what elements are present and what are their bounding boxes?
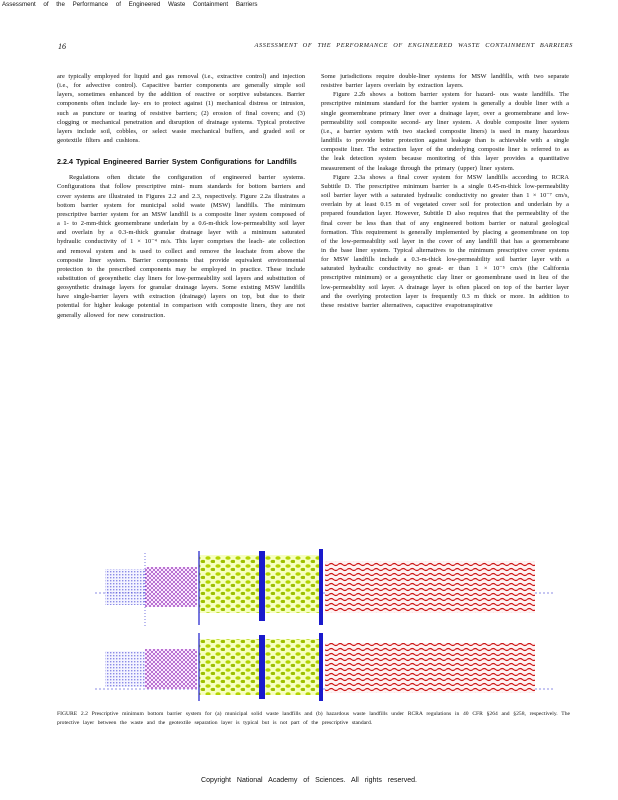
geomembrane-b bbox=[259, 635, 265, 699]
panel-b bbox=[95, 633, 555, 701]
geotextile-a bbox=[319, 549, 323, 625]
protective-layer-b bbox=[145, 649, 197, 689]
copyright-footer: Copyright National Academy of Sciences. All rights reserved. bbox=[201, 777, 417, 784]
right-paragraph-3: Figure 2.3a shows a final cover system for MSW landfills according to RCRA Subtitle D. The prescriptive minimum barrier is a single 0.45-m-thick low-permeability soil barrier layer with a saturated hydraulic conductivity no greater than 1 × 10⁻⁷ cm/s, overlain by at least 0.15 m of vegetated cover soil for protection and underlain by a prepared foundation layer. However, Subtitle D also requires that the permeability of the final cover be less than that of any engineered bottom barrier or natural geological formation. This requirement is generally implemented by placing a geomembrane on top of the low-permeability soil layer in the cover of any landfill that has a geomembrane in the base liner system. Typical alternatives to the minimum prescriptive cover systems for MSW landfills include a 0.3-m-thick low-permeability soil barrier layer with a saturated hydraulic conductivity no great- er than 1 × 10⁻⁵ cm/s (the California prescriptive minimum) or a geosynthetic clay liner or geomembrane used in lieu of the low-permeability soil layer. A drainage layer is often placed on top of the barrier layer and the overlying protection layer is frequently 0.3 m thick or more. In addition to these resistive barrier alternatives, capacitive evapotranspirative bbox=[321, 173, 569, 309]
clay-layer-b bbox=[325, 643, 535, 693]
waste-layer-b bbox=[105, 651, 145, 687]
left-paragraph-2: Regulations often dictate the configuration of engineered barrier systems. Configurations that follow prescriptive mini- mum standards for bottom barriers and cover systems are illustrated in Figures 2.2 and 2.3, respectively. Figure 2.2a illustrates a bottom barrier system for municipal solid waste (MSW) landfills. The minimum prescriptive barrier system for an MSW landfill is a composite liner system composed of a 1- to 2-mm-thick geomembrane underlain by a 0.6-m-thick low-permeability soil layer and overlain by a 0.3-m-thick granular drainage layer with a minimum saturated hydraulic conductivity of 1 × 10⁻⁴ m/s. This layer comprises the leach- ate collection and removal system and is used to collect and remove the leachate from above the composite liner system. Barrier components that provide equivalent environmental protection to the prescribed components may be employed in practice. These include substitution of geosynthetic clay liners for low-permeability soil layers and substitution of geosynthetic drainage layers for granular drainage layers. Some existing MSW landfills have single-barrier layers with extraction (drainage) layers on top, but due to their potential for higher leakage potential in comparison with composite liners, they are not generally allowed for new construction. bbox=[57, 174, 305, 319]
barrier-system-figure bbox=[95, 547, 555, 703]
geomembrane-a bbox=[259, 551, 265, 621]
figure-caption: FIGURE 2.2 Prescriptive minimum bottom barrier system for (a) municipal solid waste landfills and (b) hazardous waste landfills under RCRA regulations in 40 CFR §264 and §258, respectively. The protective layer between the waste and the geotextile separation layer is typical but is not part of the prescriptive standard. bbox=[57, 711, 570, 726]
geotextile-b bbox=[319, 633, 323, 701]
page-number: 16 bbox=[58, 42, 66, 51]
right-paragraph-2: Figure 2.2b shows a bottom barrier system for hazard- ous waste landfills. The prescriptive minimum standard for the barrier system is generally a double liner with a single geomembrane primary liner over a drainage layer, over a geomembrane and low-permeability soil composite second- ary liner system. A double composite liner system (i.e., a barrier system with two stacked composite liners) is used in many hazardous landfills to provide better protection against leakage than is achievable with a single composite liner. The extraction layer of the underlying composite liner is referred to as the leak detection system because monitoring of this layer provides a quantitative measurement of the leakage through the primary (upper) liner system. bbox=[321, 91, 569, 172]
panel-a bbox=[95, 549, 555, 627]
waste-layer-a bbox=[105, 569, 145, 605]
clay-layer-a bbox=[325, 561, 535, 613]
section-heading: 2.2.4 Typical Engineered Barrier System Configurations for Landfills bbox=[57, 157, 297, 167]
page-running-head: ASSESSMENT OF THE PERFORMANCE OF ENGINEERED WASTE CONTAINMENT BARRIERS bbox=[254, 42, 573, 49]
right-paragraph-1: Some jurisdictions require double-liner systems for MSW landfills, with two separate resistive barrier layers overlain by extraction layers. bbox=[321, 73, 569, 90]
running-title: Assessment of the Performance of Engineered Waste Containment Barriers bbox=[2, 1, 258, 8]
left-column bbox=[57, 72, 305, 320]
right-column bbox=[321, 72, 569, 310]
left-paragraph-1: are typically employed for liquid and gas removal (i.e., extractive control) and injection (i.e., for advective control). Capacitive barrier components are generally simple soil layers, sometimes enhanced by the addition of reactive or sorptive substances. Barrier components often include lay- ers to protect against (1) mechanical distress or intrusion, such as puncture or tearing of resistive barriers; (2) erosion of final covers; and (3) clogging or mechanical penetration and disruption of drainage systems. Typical protective layers include soil, cobbles, or select waste mechanical buffers, and graded soil or geotextile filters and cushions. bbox=[57, 73, 305, 145]
protective-layer-a bbox=[145, 567, 197, 607]
